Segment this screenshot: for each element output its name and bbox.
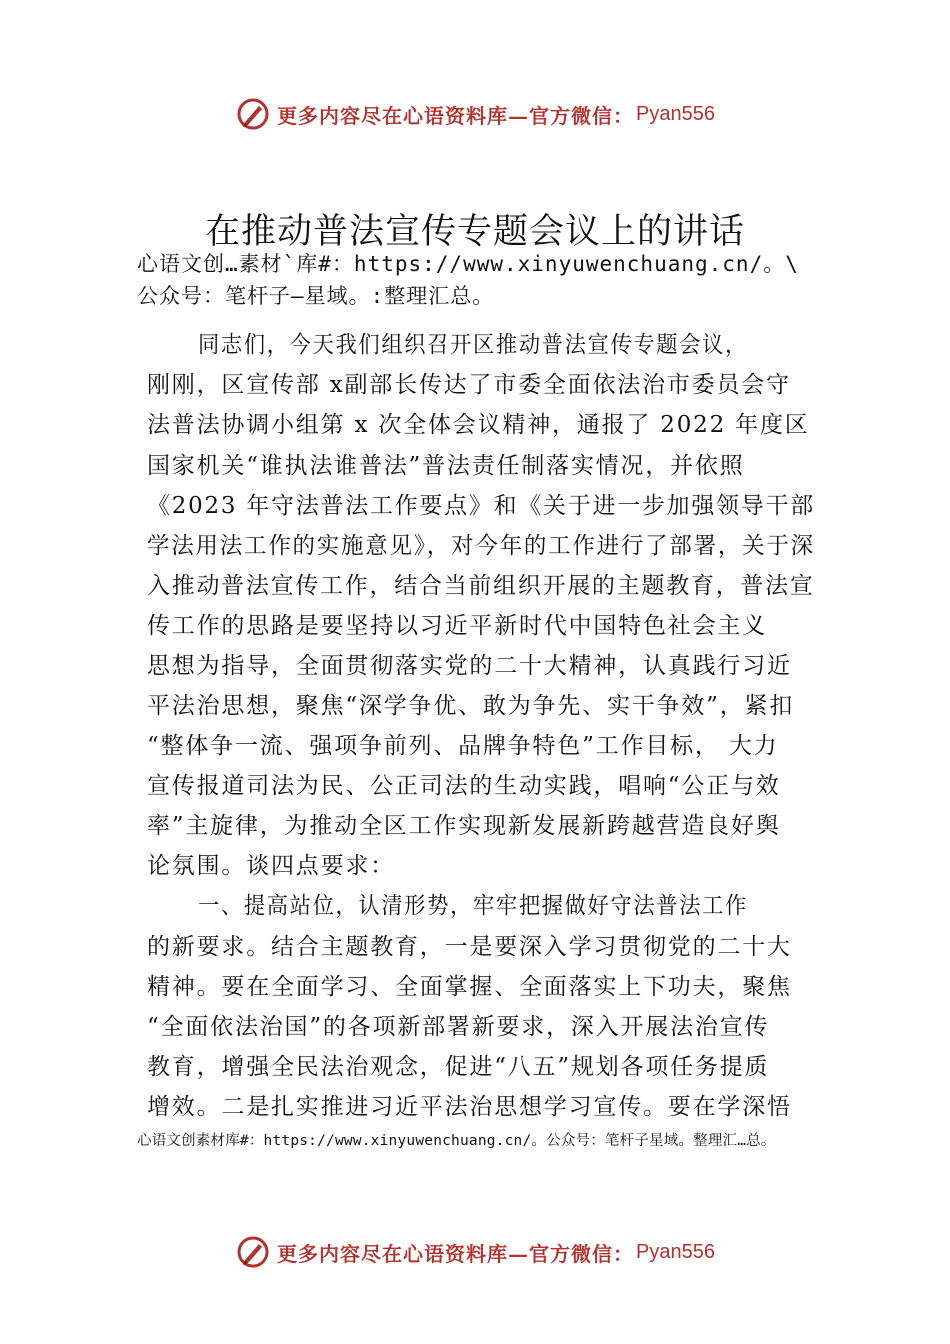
- pen-logo-icon: [235, 1234, 271, 1270]
- document-title: 在推动普法宣传专题会议上的讲话: [204, 212, 745, 252]
- bottom-banner: [0, 1232, 950, 1272]
- body-line: 的新要求。结合主题教育，一是要深入学习贯彻党的二十大: [147, 934, 792, 960]
- body-line: 一、提高站位，认清形势，牢牢把握做好守法普法工作: [198, 893, 748, 919]
- body-line: 国家机关“谁执法谁普法”普法责任制落实情况，并依照: [147, 453, 745, 479]
- banner-text: 更多内容尽在心语资料库—官方微信：: [277, 103, 635, 128]
- body-line: 传工作的思路是要坚持以习近平新时代中国特色社会主义: [147, 613, 767, 639]
- body-line: 平法治思想，聚焦“深学争优、敢为争先、实干争效”，紧扣: [147, 693, 795, 719]
- body-line: 入推动普法宣传工作，结合当前组织开展的主题教育，普法宣: [147, 573, 815, 599]
- top-banner: [0, 94, 950, 134]
- body-line: 法普法协调小组第 x 次全体会议精神，通报了 2022 年度区: [147, 412, 810, 438]
- body-line: “整体争一流、强项争前列、品牌争特色”工作目标， 大力: [147, 733, 779, 759]
- banner-wechat-id: Pyan556: [636, 1240, 715, 1263]
- body-line: 思想为指导，全面贯彻落实党的二十大精神，认真践行习近: [147, 653, 792, 679]
- body-line: 宣传报道司法为民、公正司法的生动实践，唱响“公正与效: [147, 773, 781, 799]
- source-line-2: 公众号：笔杆子—星域。:整理汇总。: [137, 284, 495, 308]
- body-line: 教育，增强全民法治观念，促进“八五”规划各项任务提质: [147, 1054, 770, 1080]
- body-line: 精神。要在全面学习、全面掌握、全面落实上下功夫，聚焦: [147, 974, 792, 1000]
- body-line: 率”主旋律，为推动全区工作实现新发展新跨越营造良好舆: [147, 813, 781, 839]
- banner-wechat-id: Pyan556: [636, 102, 715, 125]
- body-line: 论氛围。谈四点要求：: [147, 853, 395, 879]
- body-line: 学法用法工作的实施意见》，对今年的工作进行了部署，关于深: [147, 533, 815, 559]
- body-line: 增效。二是扎实推进习近平法治思想学习宣传。要在学深悟: [147, 1094, 792, 1120]
- body-line: 刚刚，区宣传部 x副部长传达了市委全面依法治市委员会守: [147, 372, 791, 398]
- banner-text: 更多内容尽在心语资料库—官方微信：: [277, 1241, 635, 1266]
- footer-source-line: 心语文创素材库#：https://www.xinyuwenchuang.cn/。公众号：笔杆子星域。整理汇…总。: [137, 1133, 776, 1149]
- body-line: “全面依法治国”的各项新部署新要求，深入开展法治宣传: [147, 1014, 770, 1040]
- body-line: 同志们，今天我们组织召开区推动普法宣传专题会议，: [198, 332, 748, 358]
- source-line-1: 心语文创…素材`库#：https://www.xinyuwenchuang.cn/。\: [137, 252, 799, 276]
- body-line: 《2023 年守法普法工作要点》和《关于进一步加强领导干部: [147, 493, 816, 519]
- pen-logo-icon: [235, 96, 271, 132]
